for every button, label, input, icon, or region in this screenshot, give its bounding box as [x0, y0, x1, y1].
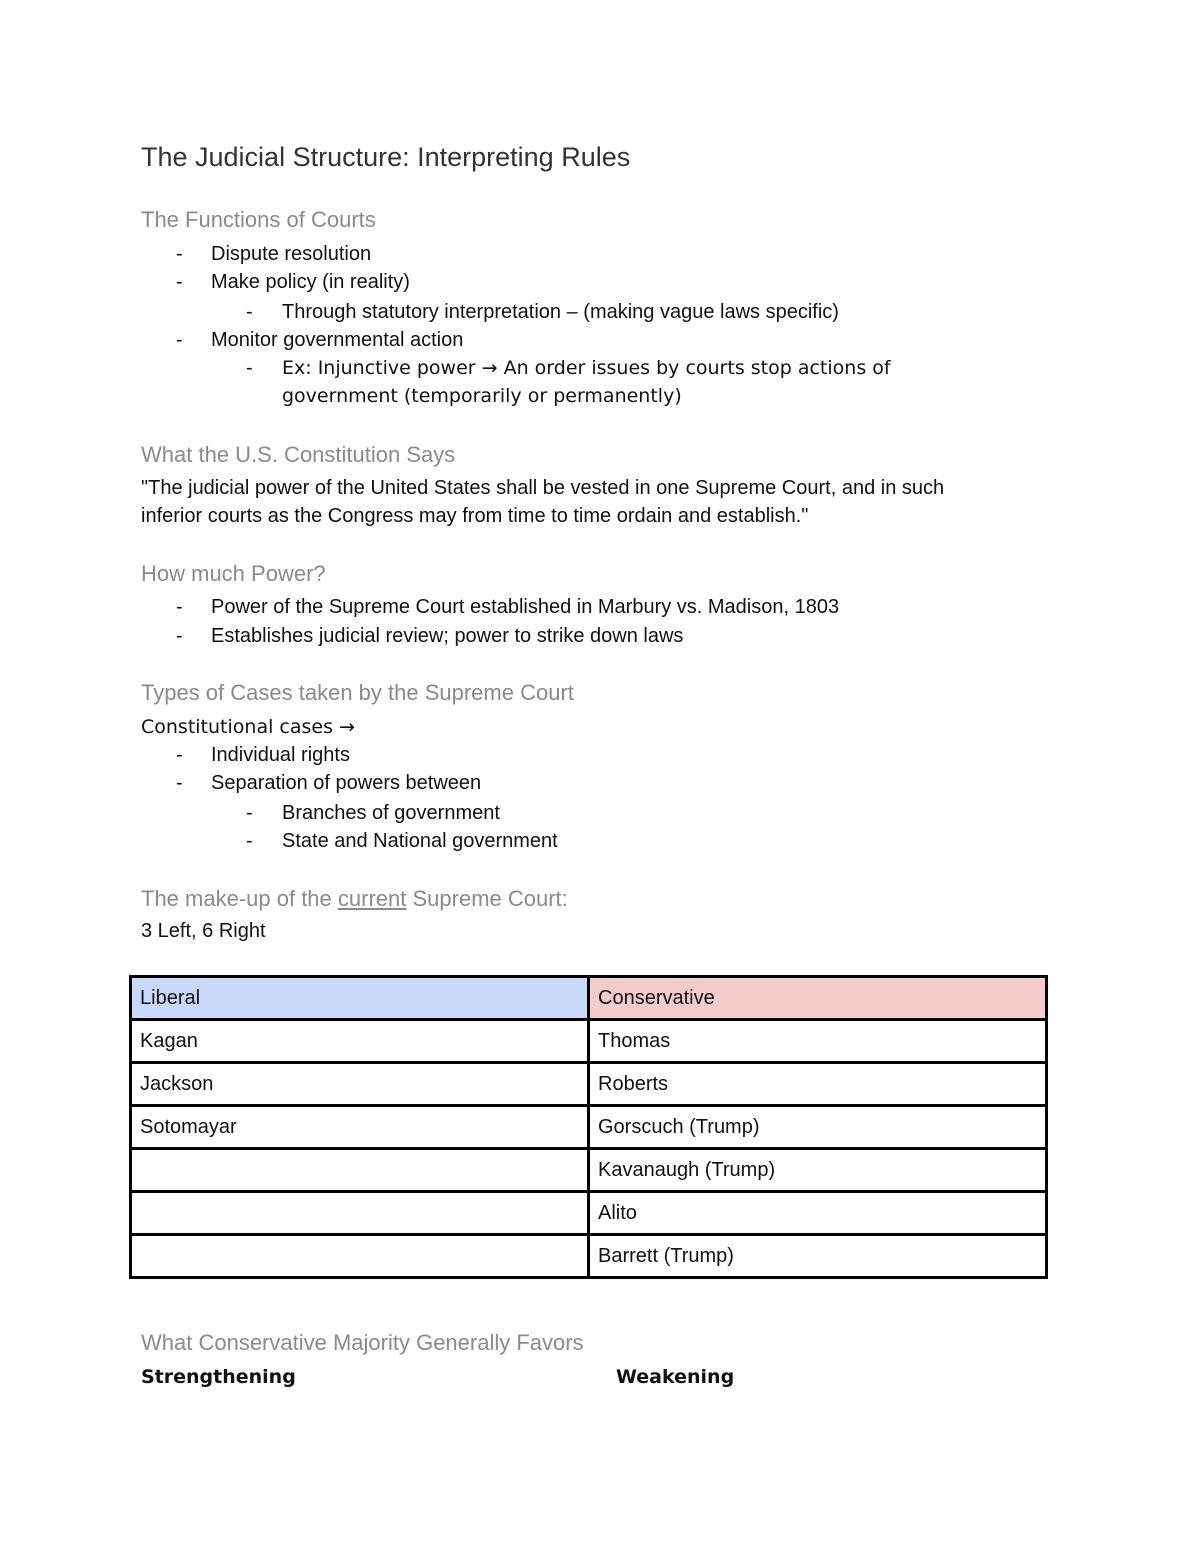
header-liberal: Liberal — [131, 977, 589, 1020]
court-table — [129, 975, 1048, 1279]
liberal-cell — [131, 1149, 589, 1192]
page-title: The Judicial Structure: Interpreting Rules — [141, 142, 631, 172]
cases-item: Individual rights — [211, 744, 350, 766]
favors-weakening: Weakening — [616, 1366, 735, 1388]
functions-subitem: Through statutory interpretation – (making vague laws specific) — [282, 301, 839, 323]
header-conservative: Conservative — [589, 977, 1047, 1020]
functions-subitem: Ex: Injunctive power → An order issues by courts stop actions of — [282, 357, 891, 379]
favors-strengthening: Strengthening — [141, 1366, 296, 1388]
constitution-quote-line: inferior courts as the Congress may from time to time ordain and establish." — [141, 505, 809, 527]
functions-item: Monitor governmental action — [211, 329, 464, 351]
conservative-cell: Roberts — [589, 1063, 1047, 1106]
makeup-heading — [141, 886, 568, 912]
liberal-cell: Kagan — [131, 1020, 589, 1063]
bullet-dash: - — [176, 271, 183, 293]
cases-item: Separation of powers between — [211, 772, 482, 794]
conservative-cell: Gorscuch (Trump) — [589, 1106, 1047, 1149]
bullet-dash: - — [176, 744, 183, 766]
functions-subitem-continuation: government (temporarily or permanently) — [282, 385, 682, 407]
bullet-dash: - — [246, 830, 253, 852]
makeup-summary: 3 Left, 6 Right — [141, 920, 266, 942]
cases-heading: Types of Cases taken by the Supreme Court — [141, 680, 574, 705]
functions-heading: The Functions of Courts — [141, 207, 376, 232]
makeup-heading-before: The make-up of the — [141, 886, 338, 911]
cases-subitem: State and National government — [282, 830, 558, 852]
table-row — [131, 1063, 1047, 1106]
bullet-dash: - — [176, 625, 183, 647]
power-item: Establishes judicial review; power to strike down laws — [211, 625, 684, 647]
conservative-cell: Alito — [589, 1192, 1047, 1235]
constitution-heading: What the U.S. Constitution Says — [141, 442, 456, 467]
table-row — [131, 1149, 1047, 1192]
conservative-cell: Thomas — [589, 1020, 1047, 1063]
conservative-cell: Kavanaugh (Trump) — [589, 1149, 1047, 1192]
functions-item: Dispute resolution — [211, 243, 372, 265]
power-item: Power of the Supreme Court established in Marbury vs. Madison, 1803 — [211, 596, 840, 618]
bullet-dash: - — [176, 772, 183, 794]
cases-subitem: Branches of government — [282, 802, 500, 824]
conservative-cell: Barrett (Trump) — [589, 1235, 1047, 1278]
bullet-dash: - — [246, 301, 253, 323]
bullet-dash: - — [246, 802, 253, 824]
bullet-dash: - — [176, 243, 183, 265]
table-row — [131, 1106, 1047, 1149]
liberal-cell — [131, 1192, 589, 1235]
liberal-cell — [131, 1235, 589, 1278]
power-heading: How much Power? — [141, 561, 326, 586]
table-row — [131, 1192, 1047, 1235]
liberal-cell: Sotomayar — [131, 1106, 589, 1149]
cases-lead: Constitutional cases → — [141, 716, 355, 738]
favors-heading: What Conservative Majority Generally Favors — [141, 1330, 584, 1355]
bullet-dash: - — [176, 329, 183, 351]
table-header-row — [131, 977, 1047, 1020]
makeup-heading-after: Supreme Court: — [406, 886, 568, 911]
bullet-dash: - — [246, 357, 253, 379]
bullet-dash: - — [176, 596, 183, 618]
liberal-cell: Jackson — [131, 1063, 589, 1106]
table-row — [131, 1020, 1047, 1063]
makeup-heading-underlined: current — [337, 886, 407, 911]
functions-item: Make policy (in reality) — [211, 271, 410, 293]
constitution-quote-line: "The judicial power of the United States shall be vested in one Supreme Court, and in such — [141, 477, 945, 499]
table-row — [131, 1235, 1047, 1278]
